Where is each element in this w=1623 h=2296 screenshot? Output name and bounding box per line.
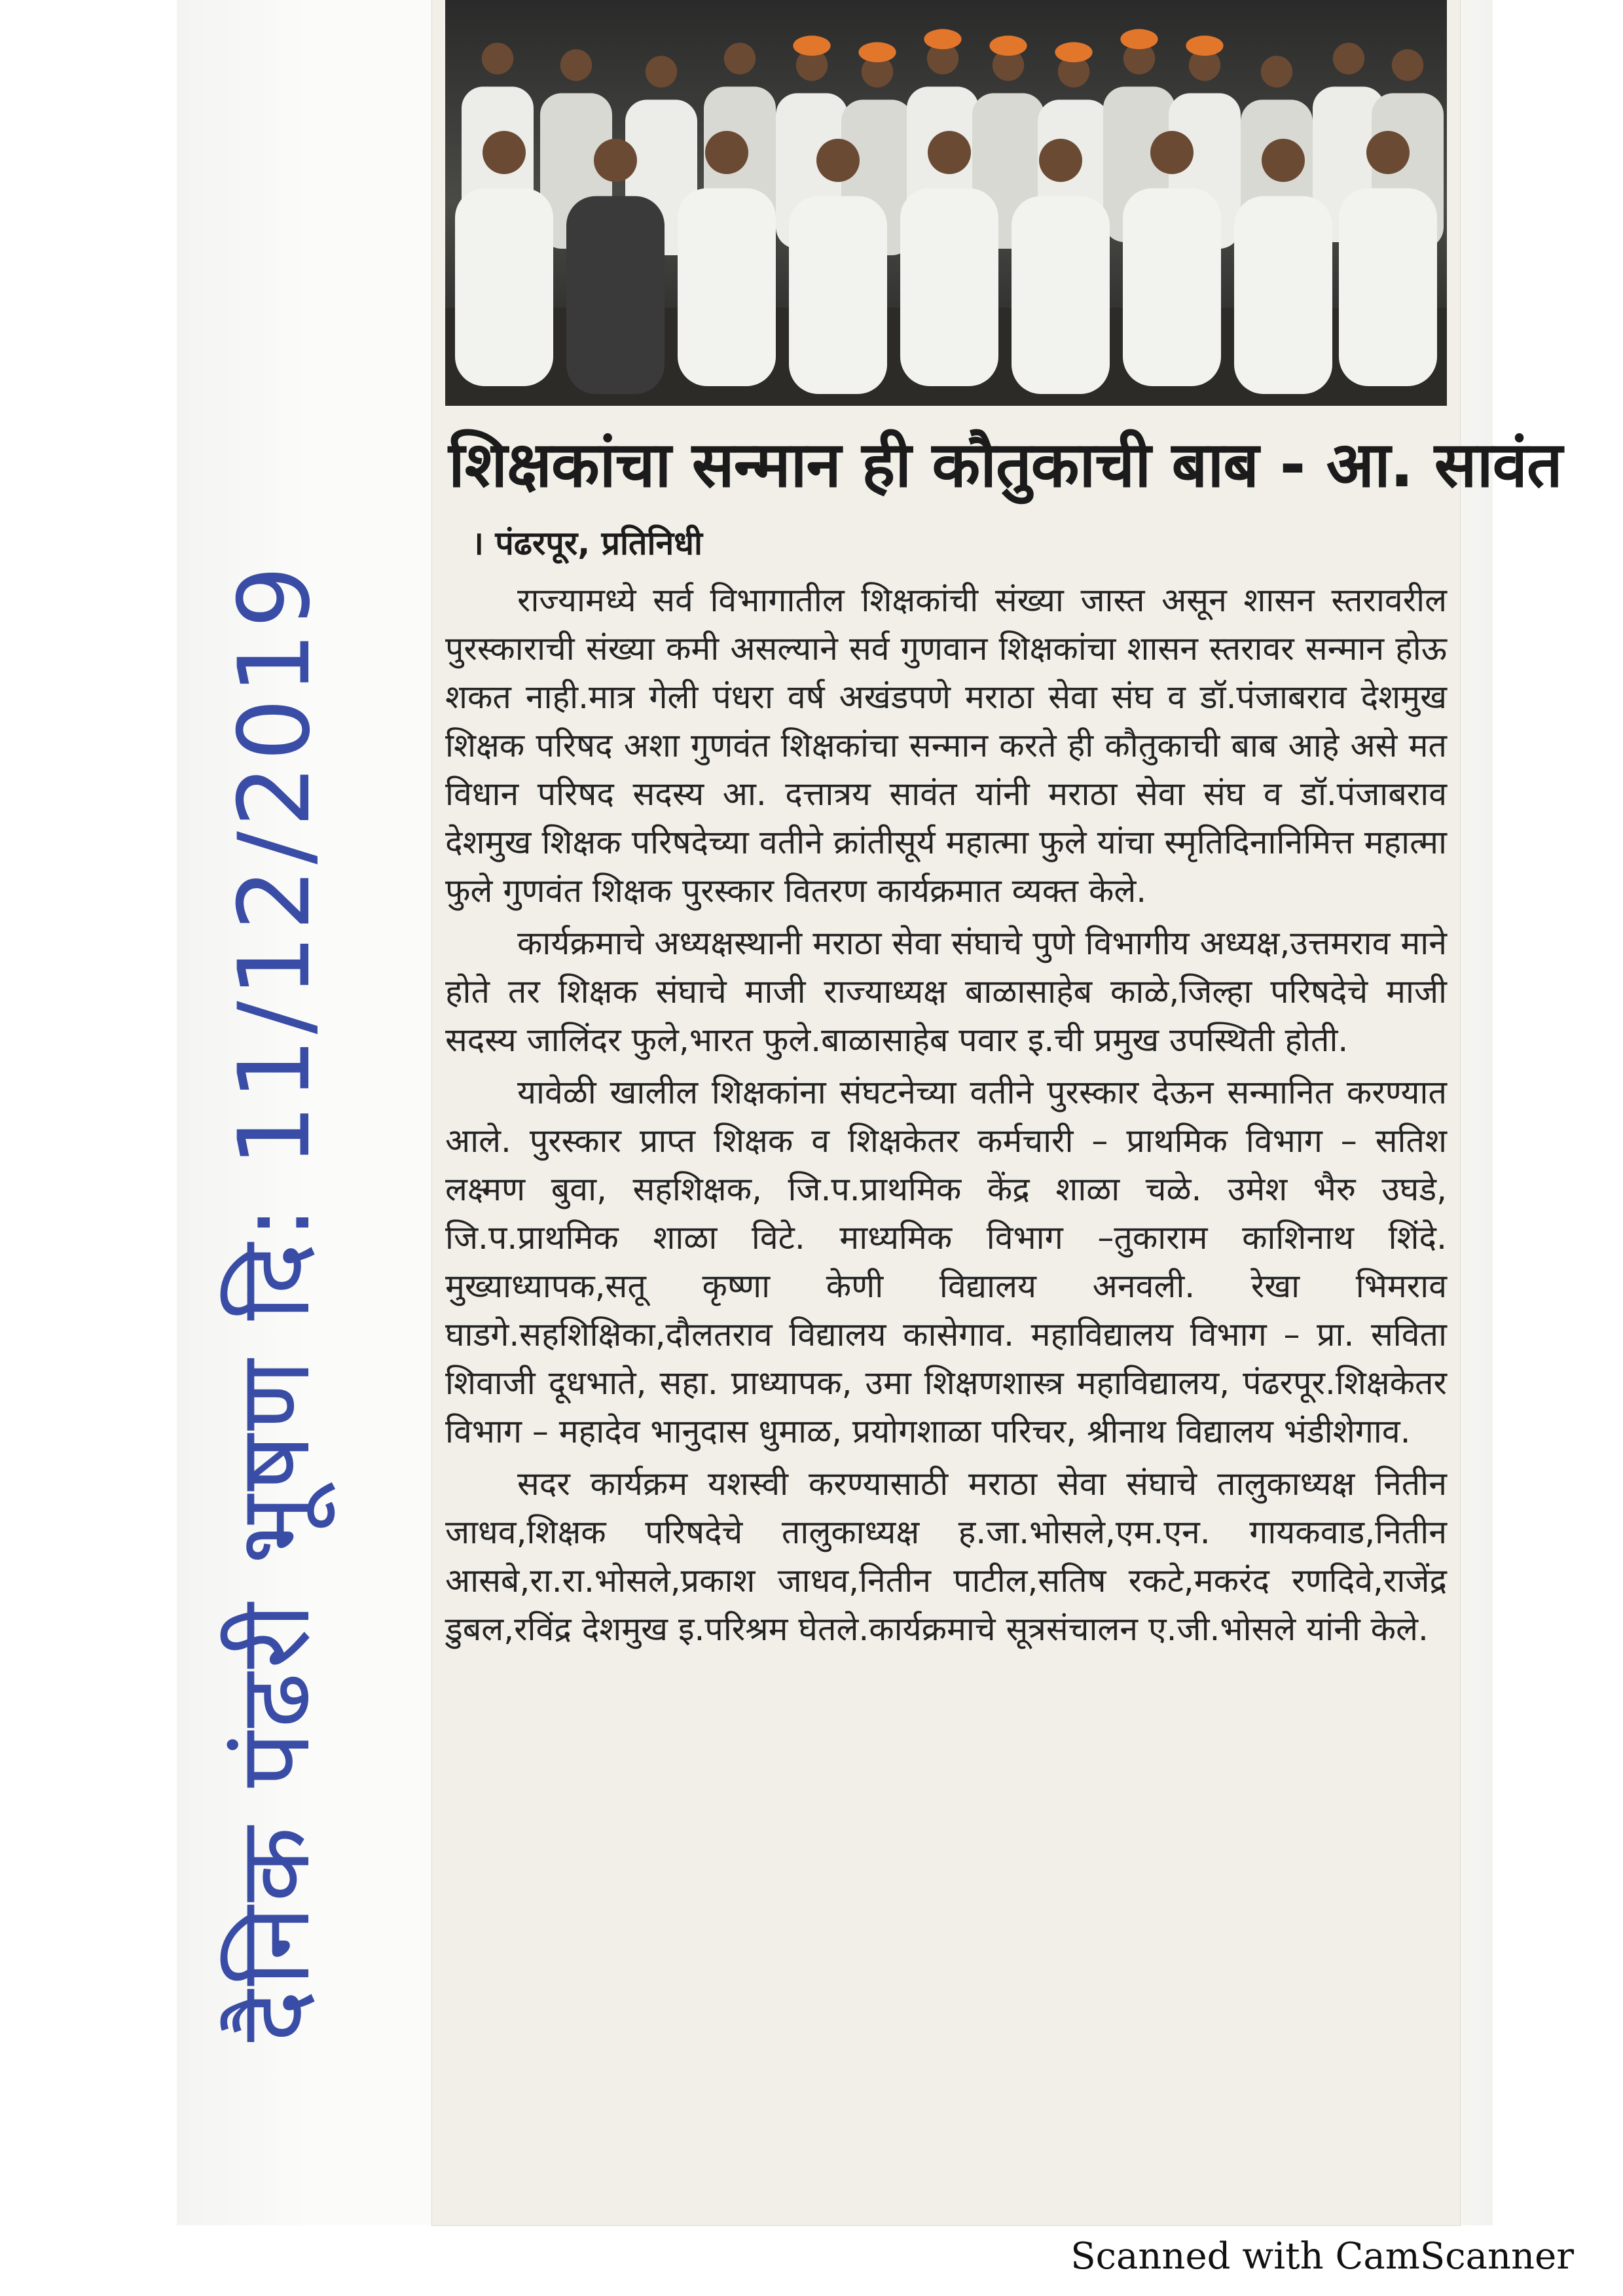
article-paragraph: सदर कार्यक्रम यशस्वी करण्यासाठी मराठा सेवा संघाचे तालुकाध्यक्ष नितीन जाधव,शिक्षक परिषदेचे तालुकाध्यक्ष ह.जा.भोसले,एम.एन. गायकवाड,नितीन आसबे,रा.रा.भोसले,प्रकाश जाधव,नितीन पाटील,सतिष रकटे,मकरंद रणदिवे,राजेंद्र डुबल,रविंद्र देशमुख इ.परिश्रम घेतले.कार्यक्रमाचे सूत्रसंचालन ए.जी.भोसले यांनी केले. xyxy=(445,1465,1447,1648)
event-photo xyxy=(445,0,1447,406)
group-photo-illustration xyxy=(445,0,1447,406)
headline: शिक्षकांचा सन्मान ही कौतुकाची बाब - आ. सावंत xyxy=(448,428,1562,501)
article-paragraph: यावेळी खालील शिक्षकांना संघटनेच्या वतीने पुरस्कार देऊन सन्मानित करण्यात आले. पुरस्कार प्राप्त शिक्षक व शिक्षकेतर कर्मचारी – प्राथमिक विभाग – सतिश लक्ष्मण बुवा, सहशिक्षक, जि.प.प्राथमिक केंद्र शाळा चळे. उमेश भैरु उघडे, जि.प.प्राथमिक शाळा विटे. माध्यमिक विभाग –तुकाराम काशिनाथ शिंदे. मुख्याध्यापक,सतू कृष्णा केणी विद्यालय अनवली. रेखा भिमराव घाडगे.सहशिक्षिका,दौलतराव विद्यालय कासेगाव. महाविद्यालय विभाग – प्रा. सविता शिवाजी दूधभाते, सहा. प्राध्यापक, उमा शिक्षणशास्त्र महाविद्यालय, पंढरपूर.शिक्षकेतर विभाग – महादेव भानुदास धुमाळ, प्रयोगशाळा परिचर, श्रीनाथ विद्यालय भंडीशेगाव. xyxy=(445,1073,1447,1450)
article-paragraph: कार्यक्रमाचे अध्यक्षस्थानी मराठा सेवा संघाचे पुणे विभागीय अध्यक्ष,उत्तमराव माने होते तर शिक्षक संघाचे माजी राज्याध्यक्ष बाळासाहेब काळे,जिल्हा परिषदेचे माजी सदस्य जालिंदर फुले,भारत फुले.बाळासाहेब पवार इ.ची प्रमुख उपस्थिती होती. xyxy=(445,924,1447,1059)
article-body xyxy=(445,576,1447,2212)
scanner-watermark: Scanned with CamScanner xyxy=(1070,2235,1574,2278)
article-paragraph: राज्यामध्ये सर्व विभागातील शिक्षकांची संख्या जास्त असून शासन स्तरावरील पुरस्काराची संख्या कमी असल्याने सर्व गुणवान शिक्षकांचा शासन स्तरावर सन्मान होऊ शकत नाही.मात्र गेली पंधरा वर्ष अखंडपणे मराठा सेवा संघ व डॉ.पंजाबराव देशमुख शिक्षक परिषद अशा गुणवंत शिक्षकांचा सन्मान करते ही कौतुकाची बाब आहे असे मत विधान परिषद सदस्य आ. दत्तात्रय सावंत यांनी मराठा सेवा संघ व डॉ.पंजाबराव देशमुख शिक्षक परिषदेच्या वतीने क्रांतीसूर्य महात्मा फुले यांचा स्मृतिदिनानिमित्त महात्मा फुले गुणवंत शिक्षक पुरस्कार वितरण कार्यक्रमात व्यक्त केले. xyxy=(445,581,1447,910)
dateline: । पंढरपूर, प्रतिनिधी xyxy=(471,524,702,562)
handwritten-source-date: दैनिक पंढरी भूषण दि: 11/12/2019 xyxy=(218,562,332,2042)
